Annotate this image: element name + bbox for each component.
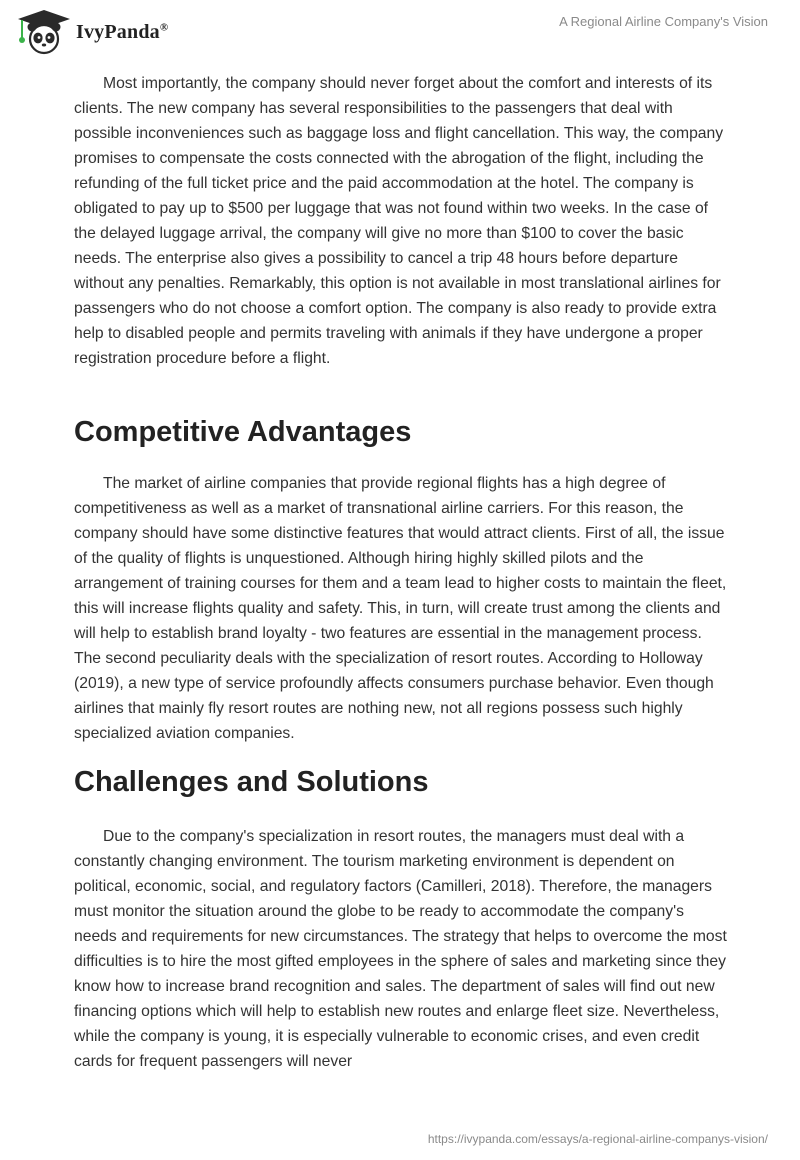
brand-name: IvyPanda® (76, 20, 169, 43)
panda-graduate-icon (14, 8, 74, 56)
paragraph-challenges-solutions: Due to the company's specialization in resort routes, the managers must deal with a constantly changing environment. The tourism marketing environment is dependent on political, economic, social, and regulatory factors (Camilleri, 2018). Therefore, the managers must monitor the situation around the globe to be ready to accommodate the company's needs and requirements for new circumstances. The strategy that helps to overcome the most difficulties is to hire the most gifted employees in the sphere of sales and marketing since they know how to increase brand recognition and sales. The department of sales will find out new financing options which will help to establish new routes and enlarge fleet size. Nevertheless, while the company is young, it is especially vulnerable to economic crises, and even credit cards for frequent passengers will never (74, 828, 727, 1070)
paragraph-competitive-advantages: The market of airline companies that provide regional flights has a high degree of competitiveness as well as a market of transnational airline carriers. For this reason, the company should have some distinctive features that would attract clients. First of all, the issue of the quality of flights is unquestioned. Although hiring highly skilled pilots and the arrangement of training courses for them and a team lead to higher costs to maintain the fleet, this will increase flights quality and safety. This, in turn, will create trust among the clients and will help to establish brand loyalty - two features are essential in the management process. The second peculiarity deals with the specialization of resort routes. According to Holloway (2019), a new type of service profoundly affects consumers purchase behavior. Even though airlines that mainly fly resort routes are nothing new, not all regions possess such highly specialized aviation companies. (74, 475, 727, 742)
page-header (0, 0, 800, 64)
document-title: A Regional Airline Company's Vision (559, 14, 768, 29)
heading-competitive-advantages: Competitive Advantages (74, 416, 412, 448)
ivypanda-logo[interactable] (14, 8, 168, 56)
heading-challenges-solutions: Challenges and Solutions (74, 766, 429, 798)
paragraph-passenger-responsibilities: Most importantly, the company should never forget about the comfort and interests of its clients. The new company has several responsibilities to the passengers that deal with possible inconveniences such as baggage loss and flight cancellation. This way, the company promises to compensate the costs connected with the abrogation of the flight, including the refunding of the full ticket price and the paid accommodation at the hotel. The company is obligated to pay up to $500 per luggage that was not found within two weeks. In the case of the delayed luggage arrival, the company will give no more than $100 to cover the basic needs. The enterprise also gives a possibility to cancel a trip 48 hours before departure without any penalties. Remarkably, this option is not available in most translational airlines for passengers who do not choose a comfort option. The company is also ready to provide extra help to disabled people and permits traveling with animals if they have undergone a proper registration procedure before a flight. (74, 75, 724, 367)
source-url[interactable]: https://ivypanda.com/essays/a-regional-airline-companys-vision/ (427, 1132, 768, 1146)
